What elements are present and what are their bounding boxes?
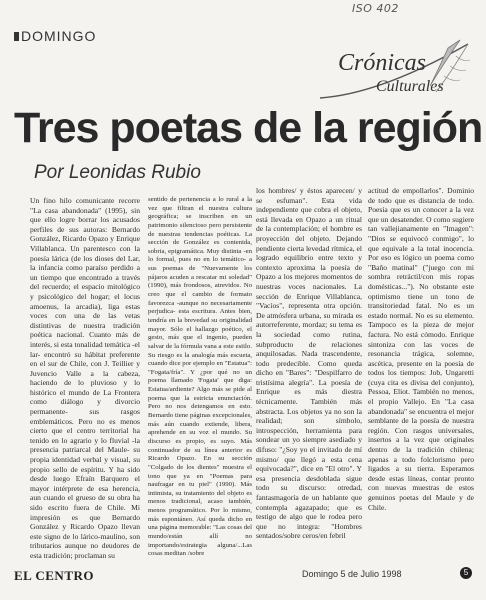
section-subtitle: Culturales — [376, 78, 444, 95]
masthead-square-icon — [14, 32, 19, 41]
column-text: sentido de pertenencia a lo rural a la vez que filtran el nuestra cultura geográfica; se inscriben en un patrimonio silencioso pero persistente de nuestras tendencias poéticas. La sección de González es contenida, sobria, epigramática. Muy distinta -en lo formal, pues no en lo temático- a sus poemas de "Nuevamente los pájaros acuden a rescatar mi soledad" (1990), más frondosos, atrevidos. No creo que el cambio de formato favorezca -aunque no necesariamente perjudica- esta escritura. Antes bien, tendría en la brevedad su originalidad mayor. Sólo el hallazgo poético, el gesto, más que el ingenio, pueden salvar de la fórmula vana a este estilo. Su riesgo es la analogía más escueta, cuando dice por ejemplo en "Estatua": "Fogata/fría". Y ¿por qué no un poema llamado 'Fogata' que diga: Estatua/ardiente? Algo más se pide al poema que la estricta enunciación. Pero no nos detengamos en esto. Bernardo tiene páginas excepcionales, más aún cuando extiende, libera, aprehende en su voz el mundo. Su discurso es propio, es suyo. Más continuador de su línea anterior es Ricardo Opazo. En su sección "Colgado de los dientes" muestra el tono que ya en "Poemas para naufragar en tu piel" (1990). Más intimista, su tratamiento del objeto es menos tradicional, acaso también, menos programático. Por lo mismo, más espontáneo. Así queda dicho en una página memorable: "Las cosas del mundo/están allí no importando/estrategia alguna/...Las cosas meditan /sobre — [148, 196, 252, 558]
article-column-3 — [256, 186, 362, 541]
column-text: actitud de empollarlos". Dominio de todo que es distancia de todo. Poesía que es un conocer a la vez que un desatender. O como sugiere tan vallejianamente en "Imagen": "Dios se equivocó conmigo", lo que equivale a la total inocencia. Por eso es lógico un poema como "Baño matinal" ("juego con mi sombra retráctil/con mis ropas domésticas..."). No obstante este optimismo tiene un tono de transitoriedad fatal. No es un estado normal. No es su elemento. Tampoco es la pieza de mejor factura. No está cómodo. Enrique sintoniza con las voces de resonancia trágica, solemne, ascética, presente en la poesía de todos los tiempos: Job, Ungaretti (cuya cita es divisa del conjunto), Pessoa, Eliot. También no menos, el propio Vallejo. En "La casa abandonada" se encuentra el mejor semblante de la poesía de nuestra región. Con rasgos universales, insertos a la vez que originales dentro de la tradición chilena; apenas a todo folclorismo pero ligados a su tierra. Esperamos desde estas líneas, contar pronto con nuevas muestras de estos genuinos poetas del Maule y de Chile. — [368, 186, 474, 512]
masthead-name: DOMINGO — [21, 28, 97, 44]
column-text: los hombres/ y éstos aparecen/ y se esfuman". Esta vida independiente que cobra el objeto, está llevada en Opazo a un ritual de la contemplación; el hombre es proyección del objeto. Dejando pendiente cierta levedad rítmica, el logrado equilibrio entre texto y contexto aproxima la poesía de Opazo a los mejores momentos de nuestras voces nacionales. La sección de Enrique Villablanca, "Vacíos", representa otra opción. De atmósfera urbana, su mirada es autorreferente, mordaz; su tema es la sociedad como rutina, subproducto de relaciones anquilosadas. Nada trascendente, todo predecible. Como queda dicho en "Bares": "Despilfarro de tristísima alegría". La poesía de Enrique es más diestra técnicamente. También más abstracta. Los objetos ya no son la realidad; son símbolo, introspección, herramienta para sondear un yo siempre asediado y difuso: "¿Soy yo el invitado de mí mismo/ que llegó a esta cena equivocada?", dice en "El otro". Y esa presencia desdoblada sigue todo su discurso: otredad, fantasmagoría de un hablante que contempla agazapado; que es testigo de algo que le rodea pero que no integra: "Hombres sentados/sobre ceros/en febril — [256, 186, 362, 541]
issue-date: Domingo 5 de Julio 1998 — [302, 569, 402, 579]
article-column-1 — [30, 196, 140, 561]
page-number: 5 — [460, 567, 472, 579]
headline: Tres poetas de la región — [14, 104, 483, 152]
article-column-2 — [148, 196, 252, 559]
byline: Por Leonidas Rubio — [34, 162, 201, 183]
section-title: Crónicas — [338, 50, 427, 76]
archive-mark: ISO 402 — [352, 2, 399, 15]
page-footer — [14, 566, 474, 586]
publication-name: EL CENTRO — [14, 568, 94, 583]
section-header — [310, 36, 478, 112]
masthead — [14, 28, 96, 44]
column-text: Un fino hilo comunicante recorre "La casa abandonada" (1995), sin que ello logre borrar los acusados perfiles de sus autoras: Bernardo González, Ricardo Opazo y Enrique Villablanca. Un parentesco con la poesía lárica (de los dioses del Lar, la infancia como paraíso perdido a un tiempo que encontrado a través del recuerdo; el espacio mitológico y psicológico del hogar; el locus amoenus, la arcadia), liga estas voces con una de las vetas distintivas de nuestra tradición poética nacional. Cuanto más de interés, si esta tonalidad temática -el lar- encontró su hábitat preferente en el sur de Chile, con J. Teillier y Juvencio Valle a la cabeza, haciendo de lo pluvioso y lo histórico el mundo de La Frontera como diálogo y divorcio permanente- sus rasgos emblemáticos. Pero no es menos cierto que el centro territorial ha tenido en lo agrario y lo fluvial -la presencia patriarcal del Maule- su propia identidad verbal y visual, su propio sello de espíritu. Y ha sido desde luego Efraín Barquero el mayor intérprete de esa herencia, aun cuando el grueso de su obra ha sido escrito fuera de Chile. Mi impresión es que Bernardo González y Ricardo Opazo llevan este signo de lo lárico-maulino, son tributarios aunque no deudores de esta tradición; proclaman su — [30, 196, 140, 560]
article-column-4 — [368, 186, 474, 512]
